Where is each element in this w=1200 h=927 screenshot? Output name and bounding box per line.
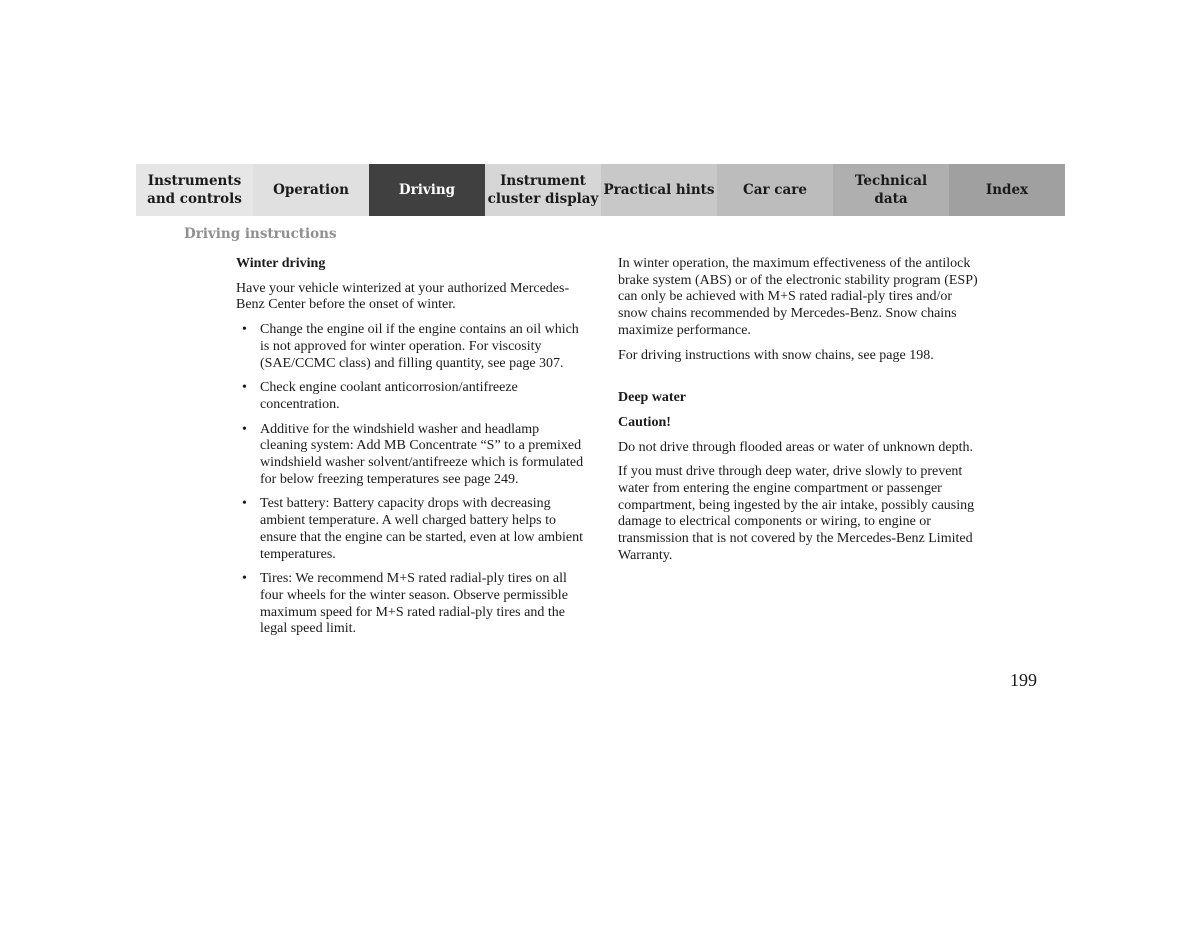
page-number: 199: [1010, 670, 1037, 690]
winter-driving-heading: Winter driving: [236, 256, 326, 271]
list-item-text: Additive for the windshield washer and headlamp cleaning system: Add MB Concentrate “S” to a premixed windshield washer solvent/antifreeze which is formulated for below freezing temperatures see page 249.: [260, 421, 584, 487]
winter-abs-esp-paragraph: In winter operation, the maximum effectiveness of the antilock brake system (ABS) or of the electronic stability program (ESP) can only be achieved with M+S rated radial-ply tires and/or snow chains recommended by Mercedes-Benz. Snow chains maximize performance.: [618, 256, 978, 338]
winter-intro-paragraph: Have your vehicle winterized at your authorized Mercedes-Benz Center before the onset of winter.: [236, 280, 570, 313]
tab-driving[interactable]: [369, 164, 485, 216]
tab-car-care[interactable]: [717, 164, 833, 216]
tab-label: Driving: [398, 182, 456, 198]
list-item-text: Test battery: Battery capacity drops with decreasing ambient temperature. A well charged battery helps to ensure that the engine can be started, even at low ambient temperatures.: [260, 496, 584, 562]
right-column: [618, 256, 978, 573]
flooded-areas-paragraph: Do not drive through flooded areas or water of unknown depth.: [618, 439, 973, 455]
tab-practical-hints[interactable]: [601, 164, 717, 216]
tab-label: Instrument cluster display: [487, 173, 599, 207]
tab-index[interactable]: [949, 164, 1065, 216]
winter-checklist: [236, 322, 586, 638]
tab-operation[interactable]: [253, 164, 369, 216]
list-item: [236, 322, 586, 372]
bullet-icon: •: [242, 571, 247, 587]
tab-instrument-cluster-display[interactable]: [485, 164, 601, 216]
bullet-icon: •: [242, 380, 247, 396]
chapter-tabs: [136, 164, 1065, 216]
list-item-text: Tires: We recommend M+S rated radial-ply tires on all four wheels for the winter season. Observe permissible maximum speed for M+S rated radial-ply tires and the legal speed limit.: [260, 571, 568, 637]
tab-label: Practical hints: [603, 182, 715, 198]
tab-label: Technical data: [854, 173, 928, 207]
left-column: [236, 256, 586, 646]
tab-label: Instruments and controls: [147, 173, 242, 207]
tab-label: Index: [985, 182, 1029, 198]
list-item-text: Check engine coolant anticorrosion/antifreeze concentration.: [260, 380, 518, 412]
list-item: [236, 571, 586, 638]
list-item: [236, 496, 586, 563]
deep-water-paragraph: If you must drive through deep water, drive slowly to prevent water from entering the engine compartment or passenger compartment, being ingested by the air intake, possibly causing damage to electrical components or wiring, to engine or transmission that is not covered by the Mercedes-Benz Limited Warranty.: [618, 464, 975, 563]
deep-water-heading: Deep water: [618, 390, 687, 406]
list-item: [236, 422, 586, 489]
snow-chains-reference: For driving instructions with snow chains, see page 198.: [618, 347, 934, 363]
tab-instruments-and-controls[interactable]: [136, 164, 253, 216]
section-title: Driving instructions: [184, 226, 337, 242]
list-item-text: Change the engine oil if the engine contains an oil which is not approved for winter operation. For viscosity (SAE/CCMC class) and filling quantity, see page 307.: [260, 322, 579, 371]
tab-label: Operation: [273, 182, 349, 198]
tab-label: Car care: [743, 182, 807, 198]
tab-technical-data[interactable]: [833, 164, 949, 216]
caution-heading: Caution!: [618, 414, 671, 430]
bullet-icon: •: [242, 496, 247, 512]
bullet-icon: •: [242, 322, 247, 338]
bullet-icon: •: [242, 421, 247, 437]
list-item: [236, 380, 586, 413]
